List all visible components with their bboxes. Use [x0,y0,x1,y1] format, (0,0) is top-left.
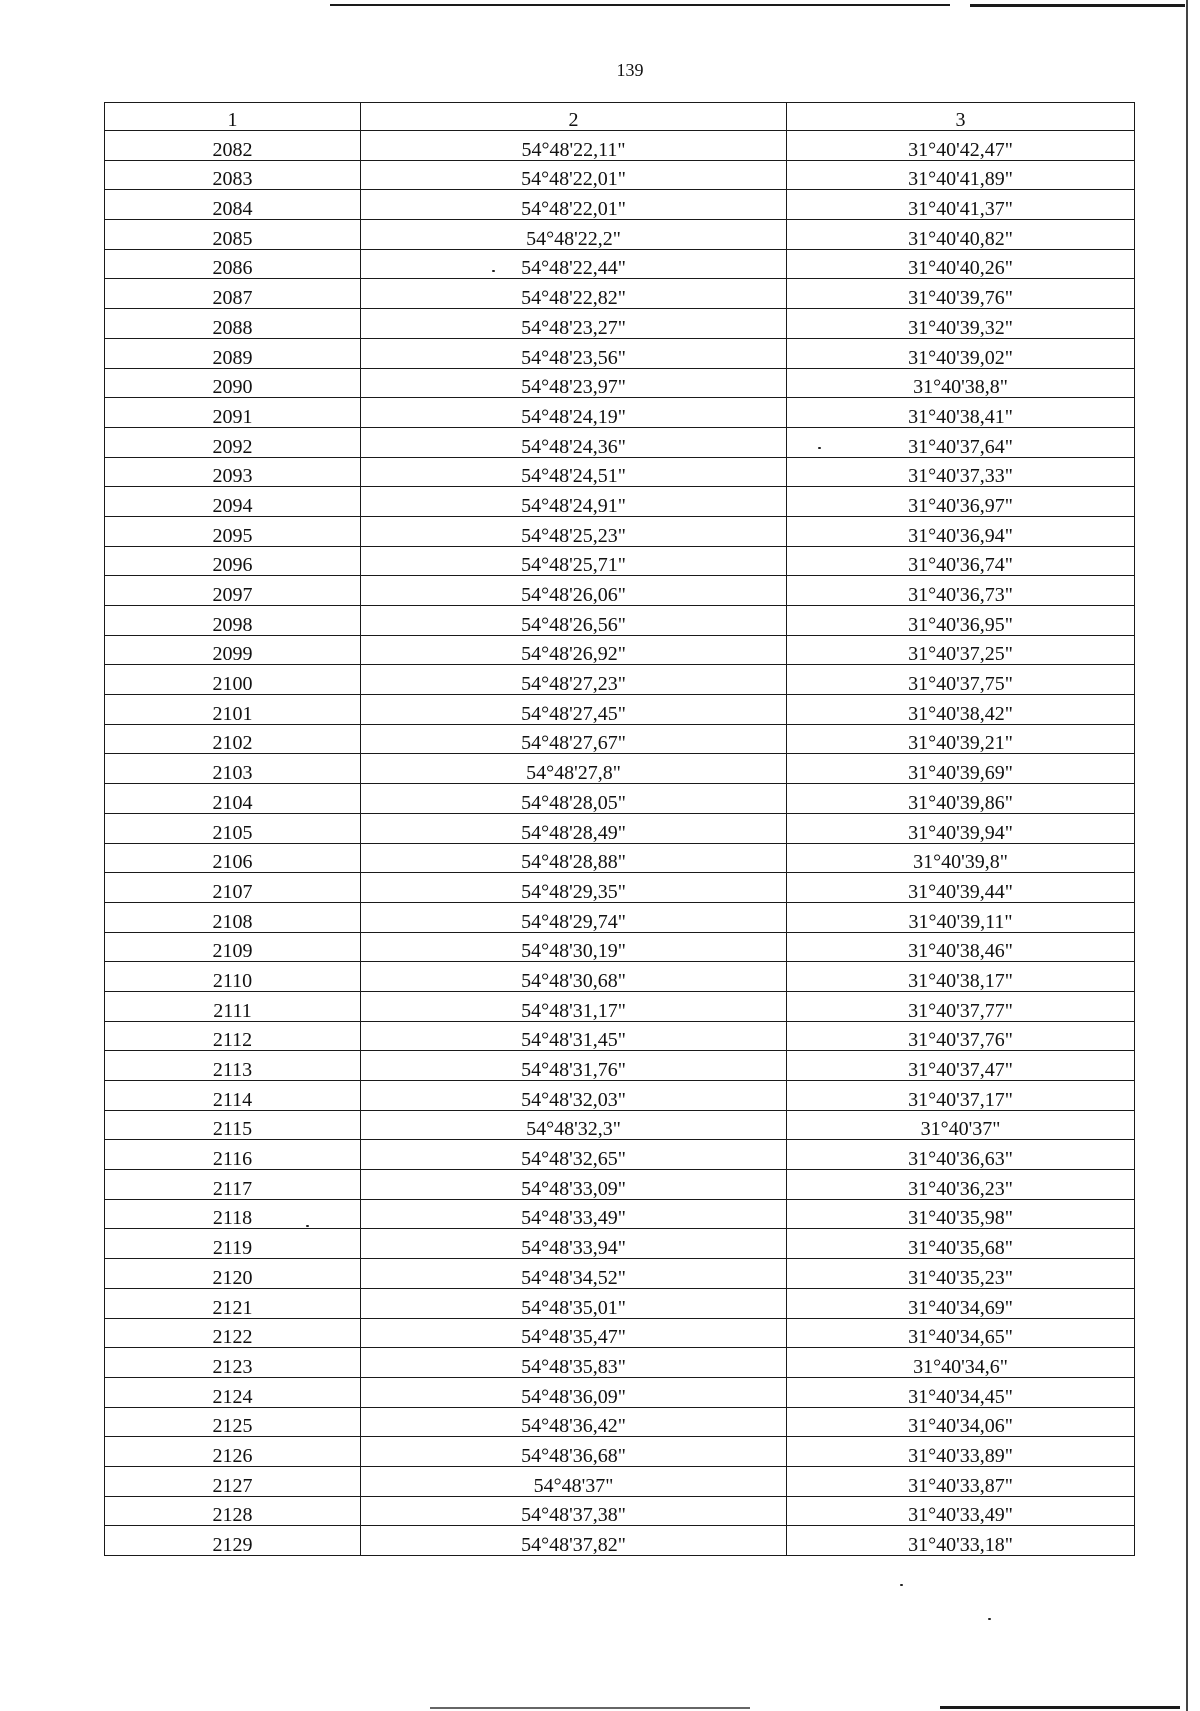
longitude-cell: 31°40'39,86" [787,784,1135,814]
point-number-cell: 2089 [105,338,361,368]
table-row [105,1437,1135,1467]
table-row [105,991,1135,1021]
longitude-cell: 31°40'33,87" [787,1466,1135,1496]
table-row [105,487,1135,517]
latitude-cell: 54°48'30,19" [361,932,787,962]
table-row [105,1526,1135,1556]
latitude-cell: 54°48'37,38" [361,1496,787,1526]
longitude-cell: 31°40'36,97" [787,487,1135,517]
longitude-cell: 31°40'35,23" [787,1259,1135,1289]
latitude-cell: 54°48'22,2" [361,220,787,250]
point-number-cell: 2085 [105,220,361,250]
latitude-cell: 54°48'30,68" [361,962,787,992]
latitude-cell: 54°48'28,49" [361,813,787,843]
point-number-cell: 2083 [105,160,361,190]
latitude-cell: 54°48'32,65" [361,1140,787,1170]
latitude-cell: 54°48'36,09" [361,1377,787,1407]
longitude-cell: 31°40'38,41" [787,398,1135,428]
latitude-cell: 54°48'27,67" [361,724,787,754]
point-number-cell: 2090 [105,368,361,398]
latitude-cell: 54°48'23,27" [361,309,787,339]
latitude-cell: 54°48'33,49" [361,1199,787,1229]
table-row [105,902,1135,932]
longitude-cell: 31°40'36,74" [787,546,1135,576]
scan-edge-bottom-left [430,1707,750,1709]
longitude-cell: 31°40'42,47" [787,131,1135,161]
point-number-cell: 2095 [105,516,361,546]
longitude-cell: 31°40'38,17" [787,962,1135,992]
point-number-cell: 2117 [105,1170,361,1200]
point-number-cell: 2098 [105,606,361,636]
longitude-cell: 31°40'37,64" [787,427,1135,457]
longitude-cell: 31°40'39,21" [787,724,1135,754]
point-number-cell: 2088 [105,309,361,339]
latitude-cell: 54°48'22,01" [361,190,787,220]
table-row [105,160,1135,190]
point-number-cell: 2086 [105,249,361,279]
point-number-cell: 2093 [105,457,361,487]
latitude-cell: 54°48'35,83" [361,1348,787,1378]
table-row [105,1407,1135,1437]
point-number-cell: 2108 [105,902,361,932]
table-row [105,516,1135,546]
latitude-cell: 54°48'31,17" [361,991,787,1021]
point-number-cell: 2116 [105,1140,361,1170]
point-number-cell: 2103 [105,754,361,784]
latitude-cell: 54°48'22,82" [361,279,787,309]
latitude-cell: 54°48'23,97" [361,368,787,398]
point-number-cell: 2099 [105,635,361,665]
table-row [105,724,1135,754]
column-header-point: 1 [105,103,361,131]
latitude-cell: 54°48'27,8" [361,754,787,784]
scan-edge-bottom-right [940,1706,1180,1709]
table-row [105,1081,1135,1111]
longitude-cell: 31°40'33,49" [787,1496,1135,1526]
latitude-cell: 54°48'36,42" [361,1407,787,1437]
latitude-cell: 54°48'28,88" [361,843,787,873]
longitude-cell: 31°40'35,98" [787,1199,1135,1229]
longitude-cell: 31°40'37,47" [787,1051,1135,1081]
point-number-cell: 2129 [105,1526,361,1556]
point-number-cell: 2096 [105,546,361,576]
longitude-cell: 31°40'34,6" [787,1348,1135,1378]
table-row [105,338,1135,368]
point-number-cell: 2110 [105,962,361,992]
latitude-cell: 54°48'22,01" [361,160,787,190]
longitude-cell: 31°40'37,33" [787,457,1135,487]
table-row [105,190,1135,220]
table-row [105,1051,1135,1081]
longitude-cell: 31°40'39,76" [787,279,1135,309]
latitude-cell: 54°48'31,45" [361,1021,787,1051]
latitude-cell: 54°48'31,76" [361,1051,787,1081]
point-number-cell: 2087 [105,279,361,309]
table-row [105,873,1135,903]
latitude-cell: 54°48'29,74" [361,902,787,932]
coordinates-table [104,102,1135,1556]
longitude-cell: 31°40'36,63" [787,1140,1135,1170]
point-number-cell: 2084 [105,190,361,220]
scan-speck [818,447,821,449]
point-number-cell: 2128 [105,1496,361,1526]
table-row [105,1466,1135,1496]
longitude-cell: 31°40'36,73" [787,576,1135,606]
latitude-cell: 54°48'22,11" [361,131,787,161]
latitude-cell: 54°48'32,3" [361,1110,787,1140]
scan-speck [900,1584,903,1586]
point-number-cell: 2114 [105,1081,361,1111]
point-number-cell: 2097 [105,576,361,606]
table-row [105,1110,1135,1140]
latitude-cell: 54°48'25,71" [361,546,787,576]
longitude-cell: 31°40'37,76" [787,1021,1135,1051]
point-number-cell: 2106 [105,843,361,873]
table-row [105,784,1135,814]
point-number-cell: 2101 [105,695,361,725]
column-header-longitude: 3 [787,103,1135,131]
latitude-cell: 54°48'37" [361,1466,787,1496]
latitude-cell: 54°48'34,52" [361,1259,787,1289]
column-header-latitude: 2 [361,103,787,131]
longitude-cell: 31°40'36,94" [787,516,1135,546]
table-row [105,813,1135,843]
longitude-cell: 31°40'38,8" [787,368,1135,398]
point-number-cell: 2118 [105,1199,361,1229]
longitude-cell: 31°40'33,18" [787,1526,1135,1556]
table-row [105,457,1135,487]
table-row [105,368,1135,398]
table-row [105,665,1135,695]
point-number-cell: 2115 [105,1110,361,1140]
table-row [105,220,1135,250]
latitude-cell: 54°48'37,82" [361,1526,787,1556]
longitude-cell: 31°40'37,25" [787,635,1135,665]
longitude-cell: 31°40'34,65" [787,1318,1135,1348]
latitude-cell: 54°48'36,68" [361,1437,787,1467]
table-row [105,843,1135,873]
table-row [105,1348,1135,1378]
table-row [105,1318,1135,1348]
longitude-cell: 31°40'40,26" [787,249,1135,279]
table-row [105,576,1135,606]
latitude-cell: 54°48'27,23" [361,665,787,695]
latitude-cell: 54°48'33,94" [361,1229,787,1259]
point-number-cell: 2113 [105,1051,361,1081]
point-number-cell: 2126 [105,1437,361,1467]
longitude-cell: 31°40'41,37" [787,190,1135,220]
longitude-cell: 31°40'41,89" [787,160,1135,190]
scan-edge-top [330,4,950,6]
table-row [105,249,1135,279]
point-number-cell: 2111 [105,991,361,1021]
point-number-cell: 2104 [105,784,361,814]
latitude-cell: 54°48'33,09" [361,1170,787,1200]
longitude-cell: 31°40'36,23" [787,1170,1135,1200]
latitude-cell: 54°48'24,91" [361,487,787,517]
page-number: 139 [616,60,644,80]
point-number-cell: 2121 [105,1288,361,1318]
point-number-cell: 2107 [105,873,361,903]
point-number-cell: 2100 [105,665,361,695]
latitude-cell: 54°48'29,35" [361,873,787,903]
latitude-cell: 54°48'26,56" [361,606,787,636]
table-header-row [105,103,1135,131]
scan-edge-top-right [970,4,1185,7]
point-number-cell: 2082 [105,131,361,161]
point-number-cell: 2091 [105,398,361,428]
longitude-cell: 31°40'34,45" [787,1377,1135,1407]
latitude-cell: 54°48'26,92" [361,635,787,665]
longitude-cell: 31°40'38,42" [787,695,1135,725]
table-row [105,1140,1135,1170]
point-number-cell: 2122 [105,1318,361,1348]
latitude-cell: 54°48'26,06" [361,576,787,606]
table-row [105,1377,1135,1407]
scan-speck [988,1618,991,1620]
table-row [105,1229,1135,1259]
table-row [105,309,1135,339]
table-row [105,1170,1135,1200]
longitude-cell: 31°40'39,44" [787,873,1135,903]
table-row [105,754,1135,784]
table-row [105,1021,1135,1051]
point-number-cell: 2102 [105,724,361,754]
table-row [105,695,1135,725]
longitude-cell: 31°40'37" [787,1110,1135,1140]
point-number-cell: 2105 [105,813,361,843]
longitude-cell: 31°40'39,02" [787,338,1135,368]
longitude-cell: 31°40'39,94" [787,813,1135,843]
table-row [105,279,1135,309]
table-row [105,1259,1135,1289]
latitude-cell: 54°48'24,51" [361,457,787,487]
latitude-cell: 54°48'25,23" [361,516,787,546]
longitude-cell: 31°40'39,32" [787,309,1135,339]
table-row [105,606,1135,636]
latitude-cell: 54°48'27,45" [361,695,787,725]
latitude-cell: 54°48'28,05" [361,784,787,814]
longitude-cell: 31°40'34,06" [787,1407,1135,1437]
table-row [105,1199,1135,1229]
table-row [105,131,1135,161]
point-number-cell: 2127 [105,1466,361,1496]
longitude-cell: 31°40'39,11" [787,902,1135,932]
longitude-cell: 31°40'34,69" [787,1288,1135,1318]
table-row [105,962,1135,992]
point-number-cell: 2123 [105,1348,361,1378]
scan-speck [306,1225,309,1227]
point-number-cell: 2112 [105,1021,361,1051]
scan-edge-right [1186,0,1188,1711]
latitude-cell: 54°48'35,01" [361,1288,787,1318]
point-number-cell: 2094 [105,487,361,517]
scan-speck [492,270,495,272]
longitude-cell: 31°40'38,46" [787,932,1135,962]
longitude-cell: 31°40'37,77" [787,991,1135,1021]
table-row [105,932,1135,962]
table-body [105,131,1135,1556]
latitude-cell: 54°48'24,19" [361,398,787,428]
table-row [105,398,1135,428]
longitude-cell: 31°40'39,69" [787,754,1135,784]
longitude-cell: 31°40'37,75" [787,665,1135,695]
longitude-cell: 31°40'37,17" [787,1081,1135,1111]
point-number-cell: 2109 [105,932,361,962]
latitude-cell: 54°48'23,56" [361,338,787,368]
table-row [105,427,1135,457]
longitude-cell: 31°40'40,82" [787,220,1135,250]
point-number-cell: 2125 [105,1407,361,1437]
longitude-cell: 31°40'39,8" [787,843,1135,873]
latitude-cell: 54°48'24,36" [361,427,787,457]
point-number-cell: 2120 [105,1259,361,1289]
latitude-cell: 54°48'22,44" [361,249,787,279]
longitude-cell: 31°40'35,68" [787,1229,1135,1259]
table-row [105,1496,1135,1526]
longitude-cell: 31°40'36,95" [787,606,1135,636]
table-row [105,546,1135,576]
latitude-cell: 54°48'32,03" [361,1081,787,1111]
point-number-cell: 2119 [105,1229,361,1259]
point-number-cell: 2092 [105,427,361,457]
table-row [105,1288,1135,1318]
longitude-cell: 31°40'33,89" [787,1437,1135,1467]
point-number-cell: 2124 [105,1377,361,1407]
table-row [105,635,1135,665]
latitude-cell: 54°48'35,47" [361,1318,787,1348]
